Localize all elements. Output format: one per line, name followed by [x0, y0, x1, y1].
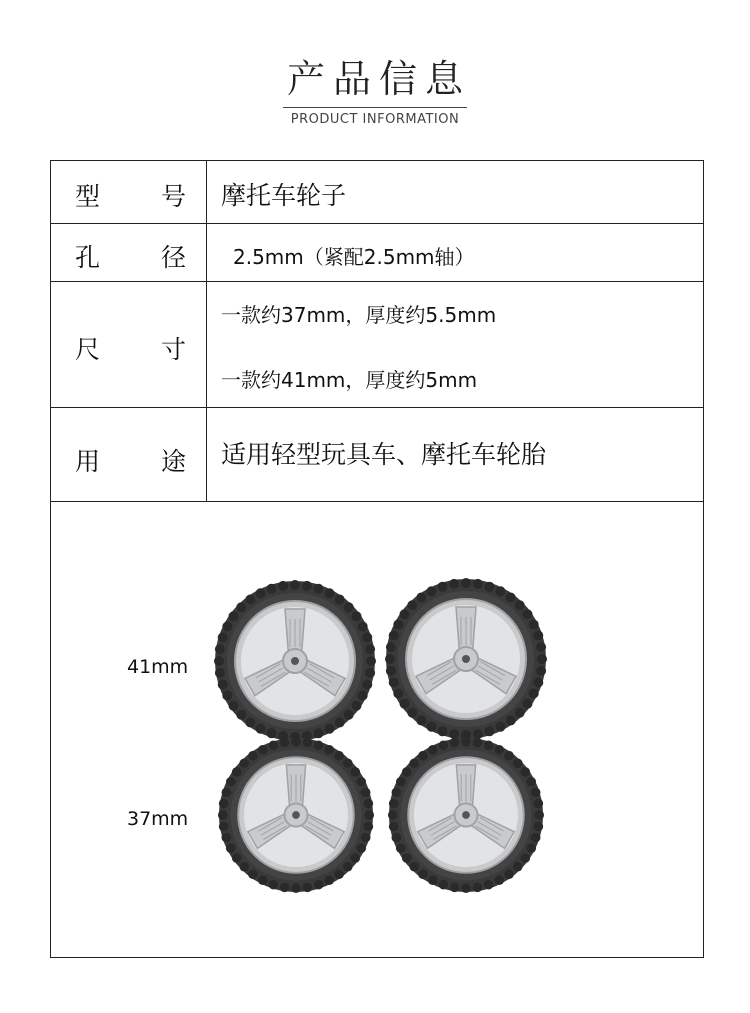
spec-table — [50, 160, 704, 958]
axle-hole — [292, 811, 300, 819]
tread-knob — [356, 777, 366, 787]
tread-knob — [364, 810, 374, 820]
spec-label-char: 径 — [161, 243, 187, 272]
tread-knob — [303, 738, 313, 748]
tread-knob — [248, 869, 258, 879]
tread-knob — [506, 593, 516, 603]
tread-knob — [393, 689, 403, 699]
tread-knob — [361, 788, 371, 798]
tread-knob — [536, 666, 546, 676]
tread-knob — [485, 582, 495, 592]
tread-knob — [496, 722, 506, 732]
tread-knob — [280, 738, 290, 748]
tread-knob — [269, 741, 279, 751]
tread-knob — [526, 843, 536, 853]
tread-knob — [267, 584, 277, 594]
spec-value-bore: 2.5mm（紧配2.5mm轴） — [233, 245, 475, 269]
tread-knob — [473, 579, 483, 589]
tread-knob — [291, 737, 301, 747]
tread-knob — [219, 822, 229, 832]
tread-knob — [314, 584, 324, 594]
wheel-41mm-left — [213, 579, 377, 743]
tread-knob — [534, 799, 544, 809]
tread-knob — [352, 611, 362, 621]
product-photo — [51, 502, 703, 957]
tread-knob — [258, 745, 268, 755]
tread-knob — [334, 751, 344, 761]
tread-knob — [248, 751, 258, 761]
tread-knob — [325, 588, 335, 598]
tread-knob — [402, 767, 412, 777]
tread-knob — [450, 883, 460, 893]
tread-knob — [344, 602, 354, 612]
spec-label-char: 用 — [75, 447, 101, 476]
tread-knob — [416, 716, 426, 726]
tread-knob — [343, 862, 353, 872]
tread-knob — [400, 699, 410, 709]
tread-knob — [386, 666, 396, 676]
tread-knob — [356, 843, 366, 853]
tread-knob — [222, 833, 232, 843]
tread-knob — [222, 788, 232, 798]
tread-knob — [461, 578, 471, 588]
tread-knob — [534, 822, 544, 832]
tread-knob — [358, 622, 368, 632]
tread-knob — [438, 582, 448, 592]
tread-knob — [314, 880, 324, 890]
tread-knob — [365, 644, 375, 654]
tread-knob — [303, 883, 313, 893]
tread-knob — [350, 853, 360, 863]
tread-knob — [389, 678, 399, 688]
tread-knob — [362, 633, 372, 643]
tread-knob — [344, 710, 354, 720]
tread-knob — [529, 620, 539, 630]
tread-knob — [245, 595, 255, 605]
tread-knob — [402, 853, 412, 863]
tread-knob — [461, 883, 471, 893]
tread-knob — [324, 875, 334, 885]
tread-knob — [439, 741, 449, 751]
page-subtitle: PRODUCT INFORMATION — [290, 112, 460, 127]
spec-value-usage: 适用轻型玩具车、摩托车轮胎 — [221, 440, 547, 469]
tread-knob — [343, 758, 353, 768]
tread-knob — [239, 758, 249, 768]
tread-knob — [229, 611, 239, 621]
tread-knob — [449, 579, 459, 589]
tread-knob — [334, 869, 344, 879]
tread-knob — [418, 869, 428, 879]
spec-label-char: 孔 — [75, 243, 101, 272]
tread-knob — [529, 689, 539, 699]
tread-knob — [533, 678, 543, 688]
spec-row-usage — [51, 408, 703, 502]
spec-label-char: 号 — [161, 182, 187, 211]
wheel-41mm-right — [384, 577, 548, 741]
tread-knob — [428, 745, 438, 755]
tread-knob — [324, 745, 334, 755]
tread-knob — [396, 843, 406, 853]
tread-knob — [484, 741, 494, 751]
tread-knob — [290, 580, 300, 590]
tread-knob — [484, 880, 494, 890]
tread-knob — [229, 701, 239, 711]
tread-knob — [325, 724, 335, 734]
tread-knob — [236, 710, 246, 720]
tread-knob — [407, 600, 417, 610]
tread-knob — [215, 644, 225, 654]
tread-knob — [350, 767, 360, 777]
tread-knob — [222, 691, 232, 701]
tread-knob — [352, 701, 362, 711]
tread-knob — [504, 869, 514, 879]
tread-knob — [214, 656, 224, 666]
tread-knob — [256, 588, 266, 598]
tread-knob — [335, 595, 345, 605]
tread-knob — [515, 708, 525, 718]
tread-knob — [427, 586, 437, 596]
tread-knob — [523, 699, 533, 709]
tread-knob — [388, 810, 398, 820]
page-header — [0, 48, 750, 127]
spec-row-size — [51, 282, 703, 408]
wheel-37mm-right — [387, 736, 545, 894]
tread-knob — [407, 708, 417, 718]
wheel-graphic — [218, 737, 374, 893]
tread-knob — [335, 718, 345, 728]
axle-hole — [462, 811, 470, 819]
tread-knob — [536, 642, 546, 652]
tread-knob — [534, 810, 544, 820]
title-divider — [283, 107, 467, 108]
tread-knob — [494, 745, 504, 755]
spec-value-model: 摩托车轮子 — [221, 181, 347, 210]
tread-knob — [269, 880, 279, 890]
tread-knob — [392, 788, 402, 798]
tread-knob — [438, 726, 448, 736]
tread-knob — [515, 600, 525, 610]
tread-knob — [513, 758, 523, 768]
tread-knob — [531, 788, 541, 798]
tread-knob — [278, 581, 288, 591]
tread-knob — [494, 875, 504, 885]
tread-knob — [362, 680, 372, 690]
tread-knob — [473, 883, 483, 893]
axle-hole — [462, 655, 470, 663]
tread-knob — [439, 880, 449, 890]
spec-label-cell — [51, 161, 207, 223]
spec-row-bore — [51, 224, 703, 282]
tread-knob — [389, 631, 399, 641]
tread-knob — [389, 822, 399, 832]
tread-knob — [366, 656, 376, 666]
spec-value-size-41: 一款约41mm，厚度约5mm — [221, 368, 478, 392]
tread-knob — [461, 737, 471, 747]
tread-knob — [385, 654, 395, 664]
spec-label-char: 寸 — [161, 335, 187, 364]
tread-knob — [428, 875, 438, 885]
tread-knob — [258, 875, 268, 885]
tread-knob — [523, 609, 533, 619]
tread-knob — [409, 758, 419, 768]
tread-knob — [364, 799, 374, 809]
axle-hole — [291, 657, 299, 665]
size-label-41mm: 41mm — [127, 656, 189, 678]
tread-knob — [409, 862, 419, 872]
tread-knob — [218, 680, 228, 690]
tread-knob — [280, 883, 290, 893]
spec-label-cell — [51, 224, 207, 281]
tread-knob — [537, 654, 547, 664]
spec-label-cell — [51, 282, 207, 407]
tread-knob — [239, 862, 249, 872]
spec-label-char: 型 — [75, 182, 101, 211]
tread-knob — [232, 767, 242, 777]
tread-knob — [245, 718, 255, 728]
tread-knob — [389, 799, 399, 809]
tread-knob — [226, 777, 236, 787]
tread-knob — [392, 833, 402, 843]
tread-knob — [531, 833, 541, 843]
tread-knob — [232, 853, 242, 863]
wheel-graphic — [214, 580, 376, 742]
spec-label-char: 途 — [161, 447, 187, 476]
tread-knob — [218, 810, 228, 820]
tread-knob — [291, 883, 301, 893]
tread-knob — [256, 724, 266, 734]
tread-knob — [416, 593, 426, 603]
wheel-37mm-left — [217, 736, 375, 894]
tread-knob — [504, 751, 514, 761]
size-label-37mm: 37mm — [127, 808, 189, 830]
tread-knob — [450, 738, 460, 748]
tread-knob — [222, 622, 232, 632]
tread-knob — [506, 716, 516, 726]
tread-knob — [485, 726, 495, 736]
tread-knob — [533, 631, 543, 641]
tread-knob — [358, 691, 368, 701]
spec-value-size-37: 一款约37mm，厚度约5.5mm — [221, 303, 497, 327]
tread-knob — [473, 738, 483, 748]
tread-knob — [386, 642, 396, 652]
tread-knob — [226, 843, 236, 853]
tread-knob — [218, 633, 228, 643]
tread-knob — [314, 741, 324, 751]
spec-label-cell — [51, 408, 207, 501]
wheel-graphic — [385, 578, 547, 740]
spec-row-model — [51, 161, 703, 224]
tread-knob — [526, 777, 536, 787]
tread-knob — [219, 799, 229, 809]
tread-knob — [364, 822, 374, 832]
tread-knob — [361, 833, 371, 843]
tread-knob — [396, 777, 406, 787]
tread-knob — [400, 609, 410, 619]
tread-knob — [365, 668, 375, 678]
tread-knob — [520, 767, 530, 777]
tread-knob — [418, 751, 428, 761]
tread-knob — [215, 668, 225, 678]
tread-knob — [427, 722, 437, 732]
page-title: 产品信息 — [286, 57, 471, 101]
spec-label-char: 尺 — [75, 335, 101, 364]
tread-knob — [520, 853, 530, 863]
tread-knob — [393, 620, 403, 630]
wheel-graphic — [388, 737, 544, 893]
tread-knob — [513, 862, 523, 872]
tread-knob — [496, 586, 506, 596]
tread-knob — [302, 581, 312, 591]
tread-knob — [236, 602, 246, 612]
